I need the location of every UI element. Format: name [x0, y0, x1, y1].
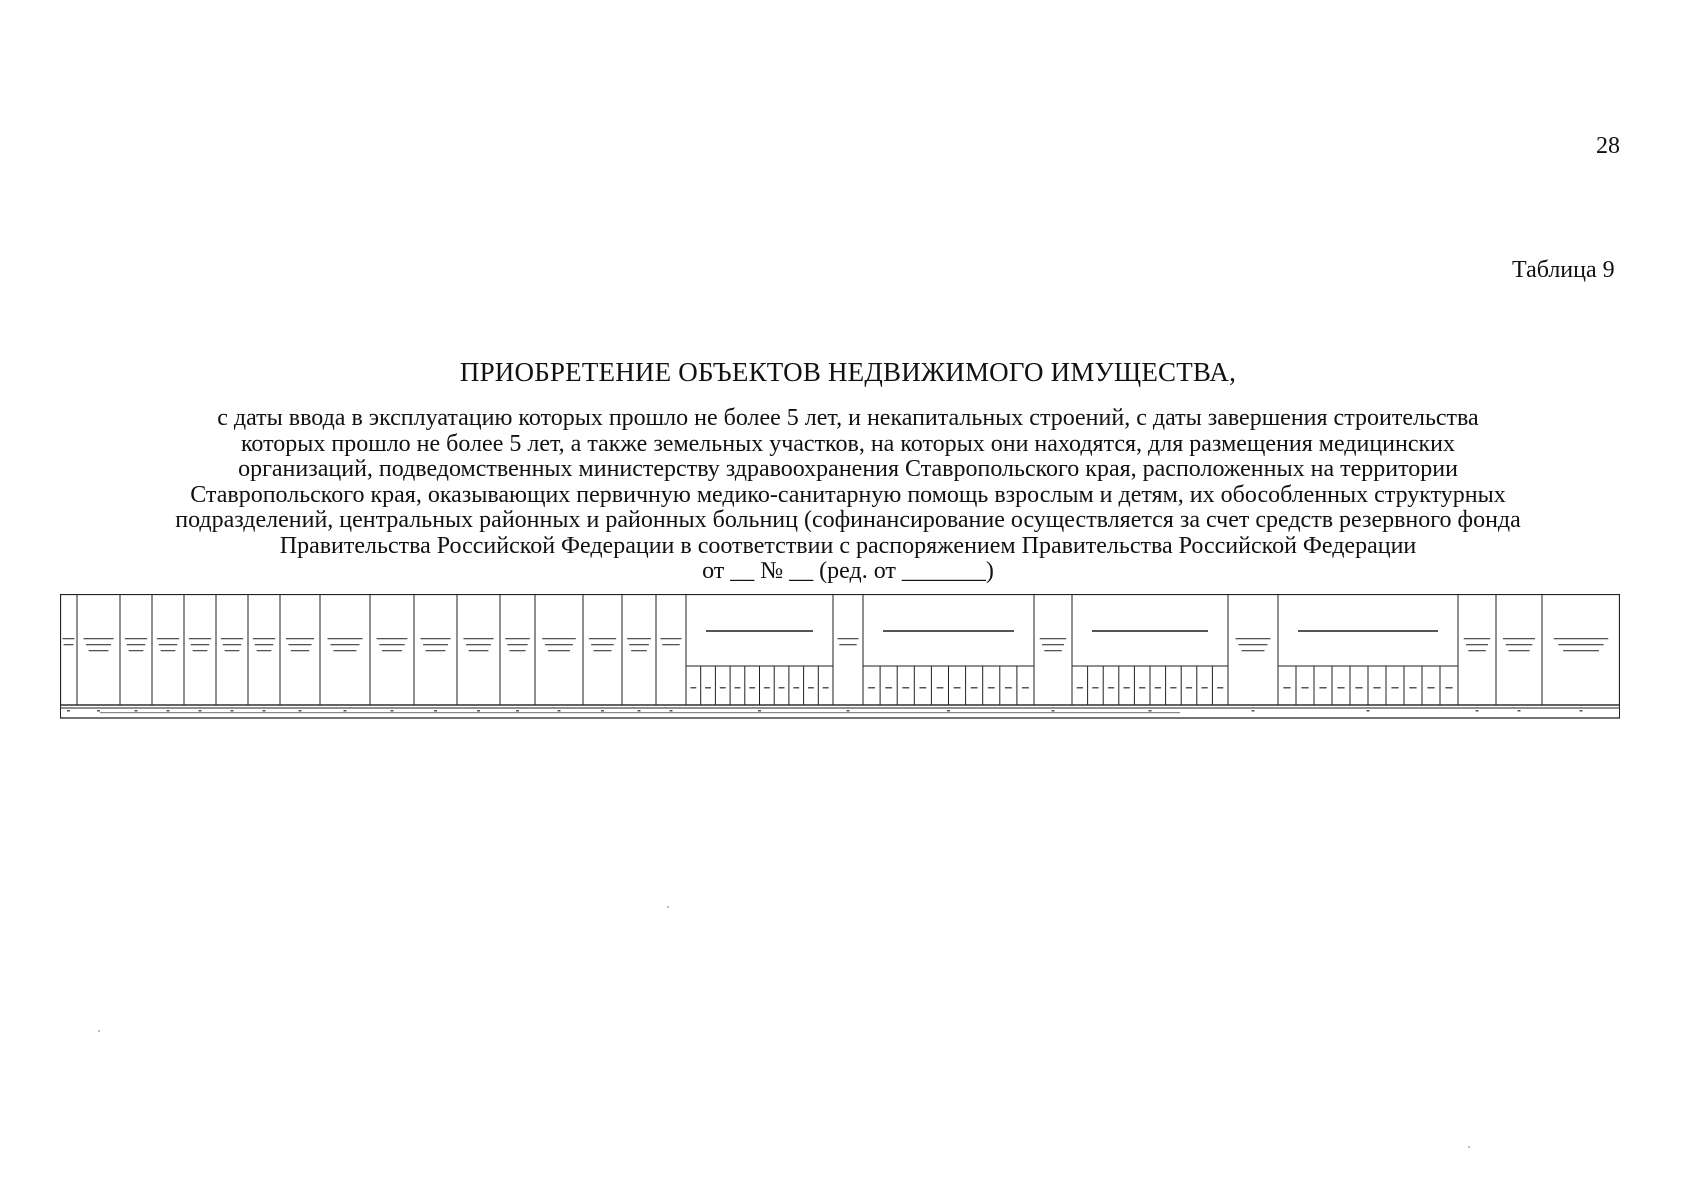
header-text-smudge: [1092, 630, 1208, 632]
header-text-smudge: [883, 630, 1014, 632]
header-text-smudge: [1201, 687, 1207, 689]
header-text-smudge: [706, 630, 813, 632]
header-text-smudge: [764, 687, 770, 689]
header-text-smudge: [1319, 687, 1326, 689]
header-text-smudge: [1355, 687, 1362, 689]
header-text-smudge: [291, 650, 309, 651]
column-number-smudge: [758, 710, 761, 712]
header-text-smudge: [1298, 630, 1438, 632]
header-text-smudge: [1108, 687, 1114, 689]
header-text-smudge: [1217, 687, 1223, 689]
header-text-smudge: [885, 687, 892, 689]
header-text-smudge: [382, 650, 402, 651]
subtitle-line: подразделений, центральных районных и районных больниц (софинансирование осуществляется за счет средств резервного фонда: [175, 507, 1521, 533]
header-text-smudge: [1466, 644, 1488, 645]
header-text-smudge: [1283, 687, 1290, 689]
header-text-smudge: [1022, 687, 1029, 689]
header-text-smudge: [1337, 687, 1344, 689]
header-text-smudge: [1427, 687, 1434, 689]
header-text-smudge: [253, 638, 275, 639]
column-number-smudge: [1580, 710, 1583, 712]
header-text-smudge: [542, 638, 576, 639]
document-subtitle: [60, 406, 1636, 585]
column-number-smudge: [1367, 710, 1370, 712]
header-text-smudge: [426, 650, 446, 651]
header-text-smudge: [1236, 638, 1271, 639]
header-text-smudge: [86, 644, 111, 645]
header-text-smudge: [1239, 644, 1268, 645]
header-text-smudge: [988, 687, 995, 689]
header-text-smudge: [720, 687, 726, 689]
header-text-smudge: [1373, 687, 1380, 689]
column-number-smudge: [477, 710, 480, 712]
header-text-smudge: [63, 638, 75, 639]
subtitle-line: которых прошло не более 5 лет, а также земельных участков, на которых они находятся, для размещения медицинских: [240, 430, 1456, 457]
header-text-smudge: [189, 638, 211, 639]
header-text-smudge: [629, 644, 649, 645]
column-number-smudge: [947, 710, 950, 712]
header-text-smudge: [627, 638, 651, 639]
header-text-smudge: [1391, 687, 1398, 689]
header-text-smudge: [662, 644, 679, 645]
header-text-smudge: [705, 687, 711, 689]
header-text-smudge: [1186, 687, 1192, 689]
header-text-smudge: [469, 650, 489, 651]
header-text-smudge: [1301, 687, 1308, 689]
header-text-smudge: [1242, 650, 1265, 651]
header-text-smudge: [690, 687, 696, 689]
table-label: Таблица 9: [1512, 257, 1615, 283]
header-text-smudge: [1139, 687, 1145, 689]
header-text-smudge: [808, 687, 814, 689]
column-number-smudge: [231, 710, 234, 712]
header-text-smudge: [257, 650, 272, 651]
header-text-smudge: [1005, 687, 1012, 689]
header-text-smudge: [505, 638, 530, 639]
header-text-smudge: [1155, 687, 1161, 689]
header-text-smudge: [545, 644, 573, 645]
column-number-smudge: [1052, 710, 1055, 712]
subtitle-line: с даты ввода в эксплуатацию которых прошло не более 5 лет, и некапитальных строений, с даты завершения строительства: [217, 405, 1479, 431]
page-number: 28: [1596, 133, 1620, 159]
header-text-smudge: [377, 638, 408, 639]
header-text-smudge: [157, 638, 179, 639]
document-title: ПРИОБРЕТЕНИЕ ОБЪЕКТОВ НЕДВИЖИМОГО ИМУЩЕСТВА,: [459, 357, 1237, 387]
header-text-smudge: [1554, 638, 1609, 639]
header-text-smudge: [779, 687, 785, 689]
header-text-smudge: [1042, 644, 1064, 645]
column-number-smudge: [1476, 710, 1479, 712]
column-number-smudge: [1518, 710, 1521, 712]
header-text-smudge: [328, 638, 363, 639]
header-text-smudge: [423, 644, 448, 645]
data-table-grid: [60, 594, 1620, 720]
header-text-smudge: [919, 687, 926, 689]
column-number-smudge: [638, 710, 641, 712]
column-number-smudge: [434, 710, 437, 712]
header-text-smudge: [1092, 687, 1098, 689]
header-text-smudge: [1506, 644, 1533, 645]
header-text-smudge: [589, 638, 616, 639]
column-number-smudge: [516, 710, 519, 712]
column-number-smudge: [67, 710, 70, 712]
header-text-smudge: [1123, 687, 1129, 689]
header-text-smudge: [223, 644, 242, 645]
header-text-smudge: [334, 650, 357, 651]
header-text-smudge: [1044, 650, 1061, 651]
header-text-smudge: [1170, 687, 1176, 689]
header-text-smudge: [793, 687, 799, 689]
header-text-smudge: [631, 650, 647, 651]
header-text-smudge: [838, 638, 859, 639]
header-text-smudge: [954, 687, 961, 689]
header-text-smudge: [288, 644, 311, 645]
header-text-smudge: [255, 644, 274, 645]
subtitle-line: Ставропольского края, оказывающих первичную медико-санитарную помощь взрослым и детям, их обособленных структурных: [190, 481, 1506, 508]
header-text-smudge: [161, 650, 176, 651]
header-text-smudge: [902, 687, 909, 689]
column-number-smudge: [344, 710, 347, 712]
footnote-text-smudge: [100, 712, 1180, 713]
column-number-smudge: [601, 710, 604, 712]
subtitle-line: от __ № __ (ред. от _______): [702, 558, 994, 584]
column-number-smudge: [263, 710, 266, 712]
header-text-smudge: [1464, 638, 1491, 639]
header-text-smudge: [661, 638, 682, 639]
scan-speck: [1468, 1146, 1470, 1148]
header-text-smudge: [1409, 687, 1416, 689]
header-text-smudge: [591, 644, 614, 645]
header-text-smudge: [331, 644, 360, 645]
header-text-smudge: [937, 687, 944, 689]
column-number-smudge: [97, 710, 100, 712]
header-text-smudge: [1558, 644, 1603, 645]
header-text-smudge: [159, 644, 178, 645]
header-text-smudge: [548, 650, 570, 651]
header-text-smudge: [83, 638, 113, 639]
header-text-smudge: [1040, 638, 1067, 639]
header-text-smudge: [89, 650, 109, 651]
header-text-smudge: [735, 687, 741, 689]
column-number-smudge: [391, 710, 394, 712]
header-text-smudge: [191, 644, 210, 645]
header-text-smudge: [1508, 650, 1529, 651]
header-text-smudge: [129, 650, 144, 651]
header-text-smudge: [1445, 687, 1452, 689]
column-number-smudge: [670, 710, 673, 712]
header-text-smudge: [507, 644, 527, 645]
header-text-smudge: [221, 638, 243, 639]
header-text-smudge: [839, 644, 856, 645]
column-number-smudge: [167, 710, 170, 712]
header-text-smudge: [64, 644, 74, 645]
header-text-smudge: [225, 650, 240, 651]
header-text-smudge: [971, 687, 978, 689]
header-text-smudge: [823, 687, 829, 689]
column-number-smudge: [1252, 710, 1255, 712]
header-text-smudge: [1503, 638, 1535, 639]
header-text-smudge: [466, 644, 491, 645]
scan-speck: [667, 906, 669, 908]
header-text-smudge: [868, 687, 875, 689]
header-text-smudge: [125, 638, 147, 639]
column-number-smudge: [199, 710, 202, 712]
header-text-smudge: [1563, 650, 1599, 651]
header-text-smudge: [509, 650, 525, 651]
column-number-smudge: [299, 710, 302, 712]
header-text-smudge: [463, 638, 493, 639]
column-number-smudge: [558, 710, 561, 712]
header-text-smudge: [379, 644, 405, 645]
header-text-smudge: [286, 638, 314, 639]
column-number-smudge: [847, 710, 850, 712]
header-text-smudge: [594, 650, 612, 651]
header-text-smudge: [1077, 687, 1083, 689]
header-text-smudge: [749, 687, 755, 689]
header-text-smudge: [420, 638, 450, 639]
header-text-smudge: [127, 644, 146, 645]
scan-speck: [98, 1030, 100, 1032]
data-table: [60, 594, 1620, 720]
header-text-smudge: [1468, 650, 1485, 651]
subtitle-line: Правительства Российской Федерации в соответствии с распоряжением Правительства Российской Федерации: [279, 532, 1417, 559]
column-number-smudge: [135, 710, 138, 712]
subtitle-line: организаций, подведомственных министерству здравоохранения Ставропольского края, расположенных на территории: [238, 456, 1458, 482]
header-text-smudge: [193, 650, 208, 651]
column-number-smudge: [1149, 710, 1152, 712]
